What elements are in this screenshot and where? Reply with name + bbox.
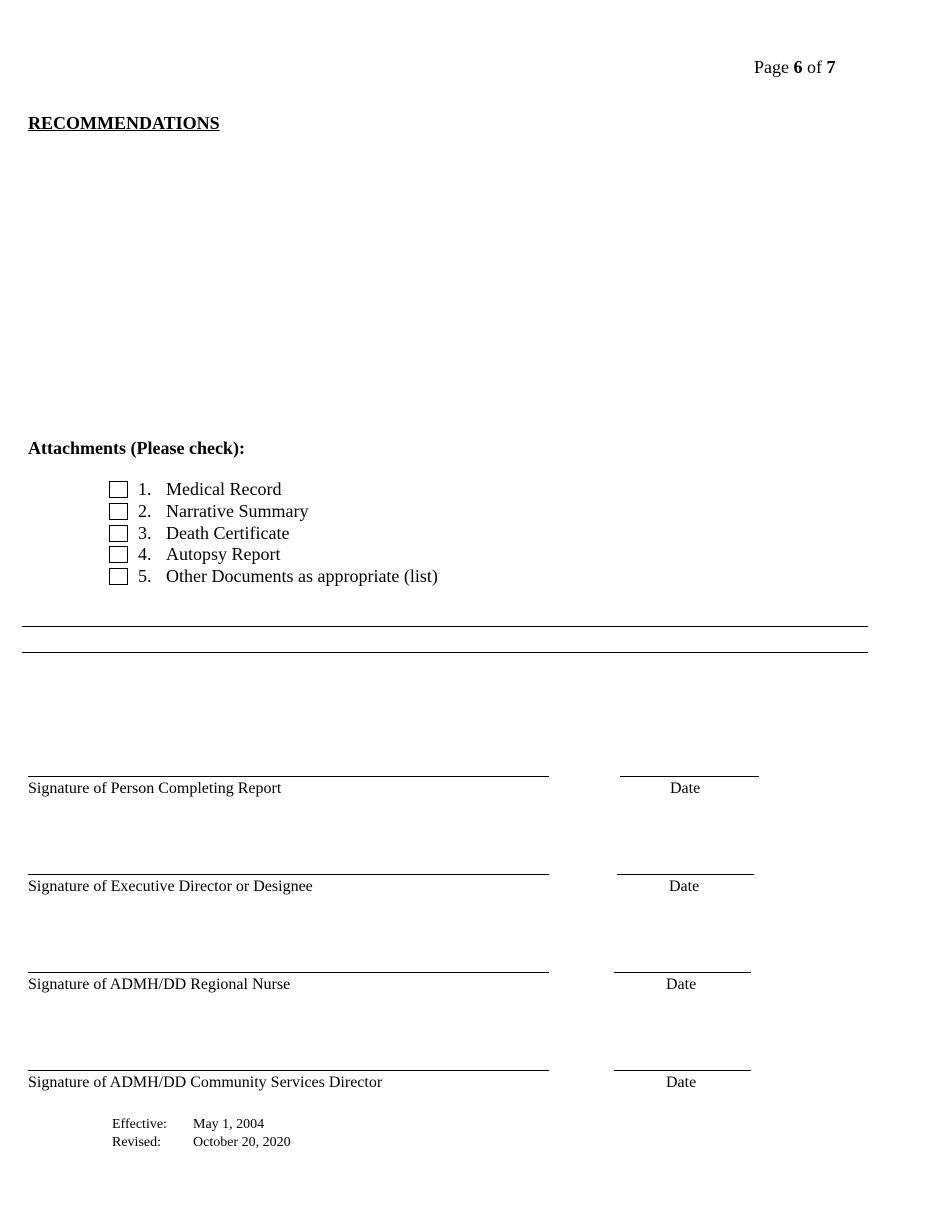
date-label: Date — [669, 878, 700, 895]
item-number: 5. — [138, 566, 152, 586]
checkbox[interactable] — [109, 503, 128, 520]
page-of: of — [807, 57, 822, 77]
signature-label-person-completing: Signature of Person Completing Report — [28, 780, 282, 797]
date-label: Date — [666, 976, 697, 993]
date-label: Date — [670, 780, 701, 797]
page-total: 7 — [826, 57, 836, 77]
item-number: 4. — [138, 544, 152, 564]
item-label: Medical Record — [166, 479, 282, 499]
attachment-item-death-certificate[interactable] — [109, 523, 289, 544]
revised-label: Revised: — [112, 1135, 161, 1150]
effective-label: Effective: — [112, 1117, 167, 1132]
item-label: Autopsy Report — [166, 544, 281, 564]
page-number — [754, 57, 836, 78]
signature-label-community-services-director: Signature of ADMH/DD Community Services Director — [28, 1074, 383, 1091]
item-label: Death Certificate — [166, 523, 290, 543]
attachment-item-other-documents[interactable] — [109, 566, 438, 587]
recommendations-heading: RECOMMENDATIONS — [28, 113, 220, 133]
revised-date: October 20, 2020 — [193, 1135, 291, 1150]
checkbox[interactable] — [109, 546, 128, 563]
list-line-2[interactable] — [22, 652, 868, 653]
item-label: Other Documents as appropriate (list) — [166, 566, 438, 586]
signature-label-executive-director: Signature of Executive Director or Designee — [28, 878, 313, 895]
item-label: Narrative Summary — [166, 501, 309, 521]
checkbox[interactable] — [109, 568, 128, 585]
checkbox[interactable] — [109, 481, 128, 498]
attachment-item-narrative-summary[interactable] — [109, 501, 308, 522]
date-line-person-completing[interactable] — [620, 776, 759, 777]
signature-line-regional-nurse[interactable] — [28, 972, 549, 973]
item-number: 1. — [138, 479, 152, 499]
date-line-regional-nurse[interactable] — [614, 972, 751, 973]
checkbox[interactable] — [109, 525, 128, 542]
date-label: Date — [666, 1074, 697, 1091]
item-number: 2. — [138, 501, 152, 521]
signature-line-person-completing[interactable] — [28, 776, 549, 777]
effective-date: May 1, 2004 — [193, 1117, 265, 1132]
attachment-item-medical-record[interactable] — [109, 479, 281, 500]
page-current: 6 — [793, 57, 803, 77]
list-line-1[interactable] — [22, 626, 868, 627]
signature-line-executive-director[interactable] — [28, 874, 549, 875]
date-line-community-services-director[interactable] — [614, 1070, 751, 1071]
page-prefix: Page — [754, 57, 789, 77]
signature-line-community-services-director[interactable] — [28, 1070, 549, 1071]
item-number: 3. — [138, 523, 152, 543]
attachment-item-autopsy-report[interactable] — [109, 544, 281, 565]
date-line-executive-director[interactable] — [617, 874, 754, 875]
signature-label-regional-nurse: Signature of ADMH/DD Regional Nurse — [28, 976, 291, 993]
attachments-heading: Attachments (Please check): — [28, 438, 245, 458]
